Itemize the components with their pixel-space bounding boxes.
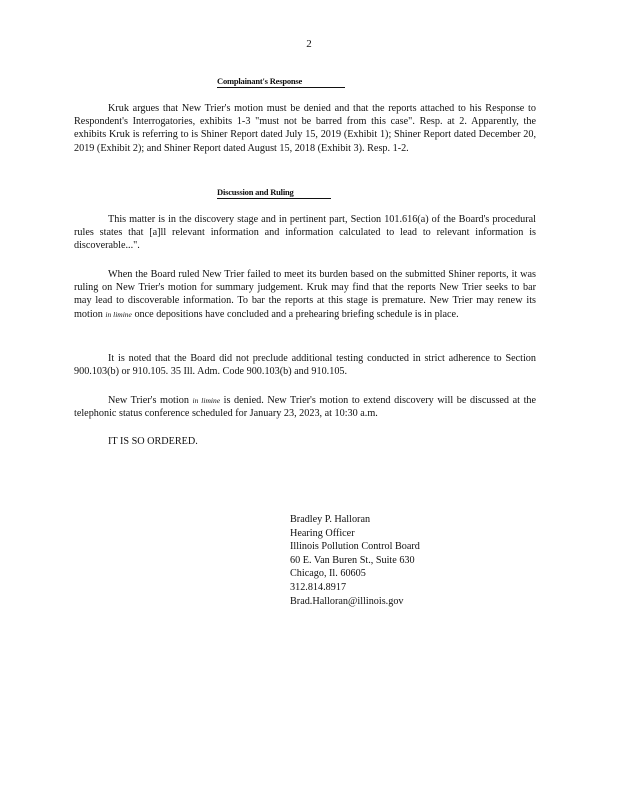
paragraph-kruk-argues: [74, 102, 536, 155]
complainant-response-heading: Complainant's Response: [217, 76, 345, 88]
paragraph-text: once depositions have concluded and a prehearing briefing schedule is in place.: [134, 308, 459, 320]
paragraph-so-ordered: [74, 435, 536, 448]
italic-in-limine: in limine: [105, 309, 132, 319]
paragraph-board-ruled: [74, 268, 536, 321]
signature-name: Bradley P. Halloran: [290, 514, 371, 525]
signature-phone: 312.814.8917: [290, 581, 347, 593]
signature-title: Hearing Officer: [290, 527, 355, 539]
signature-organization: Illinois Pollution Control Board: [290, 541, 420, 553]
paragraph-text: This matter is in the discovery stage and in pertinent part, Section 101.616(a) of the Board's procedural rules states that [a]ll relevant information and information calculated to lead to relevant information is discoverable...".: [74, 214, 536, 252]
paragraph-discovery-stage: [74, 213, 536, 253]
signature-block: [290, 513, 420, 608]
signature-address-line1: 60 E. Van Buren St., Suite 630: [290, 554, 415, 566]
paragraph-text: Kruk argues that New Trier's motion must be denied and that the reports attached to his Response to Respondent's Interrogatories, exhibits 1-3 "must not be barred from this case". Resp. at 2. Apparently, the exhibits Kruk is referring to is Shiner Report dated July 15, 2019 (Exhibit 1); Shiner Report dated December 20, 2019 (Exhibit 2); and Shiner Report dated August 15, 2018 (Exhibit 3). Resp. 1-2.: [74, 103, 536, 154]
signature-email: Brad.Halloran@illinois.gov: [290, 595, 404, 607]
paragraph-noted: [74, 352, 536, 378]
paragraph-text: is denied. New Trier's motion to extend discovery will be discussed at the telephonic status conference scheduled for January 23, 2023, at 10:30 a.m.: [74, 395, 537, 420]
signature-address-line2: Chicago, Il. 60605: [290, 568, 366, 580]
paragraph-motion-denied: [74, 394, 536, 420]
so-ordered-text: IT IS SO ORDERED.: [108, 436, 198, 447]
page-number: 2: [306, 38, 312, 50]
paragraph-text: New Trier's motion: [108, 395, 189, 406]
italic-in-limine: in limine: [192, 396, 221, 405]
paragraph-text: When the Board ruled New Trier failed to meet its burden based on the submitted Shiner reports, it was ruling on New Trier's motion for summary judgement. Kruk may find that the reports New Trier seeks to bar may lead to discoverable information. To bar the reports at this stage is premature. New Trier may renew its motion: [74, 269, 536, 320]
paragraph-text: It is noted that the Board did not preclude additional testing conducted in strict adherence to Section 900.103(b) or 910.105. 35 Ill. Adm. Code 900.103(b) and 910.105.: [74, 353, 536, 378]
discussion-ruling-heading: Discussion and Ruling: [217, 187, 331, 199]
